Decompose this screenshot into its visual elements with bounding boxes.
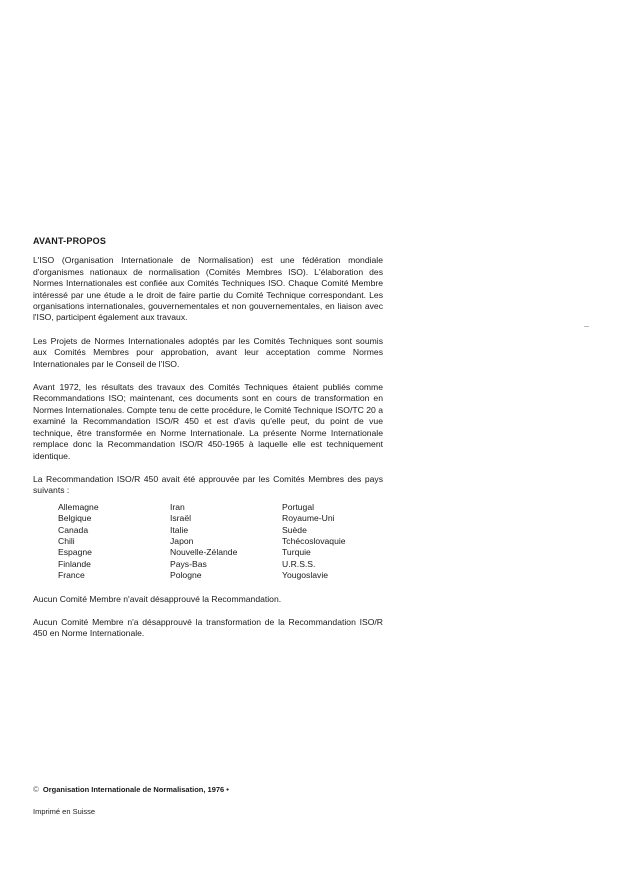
country-item: Espagne: [58, 547, 92, 558]
country-item: Belgique: [58, 513, 92, 524]
paragraph-iso-intro: L'ISO (Organisation Internationale de Normalisation) est une fédération mondiale d'organismes nationaux de normalisation (Comités Membres ISO). L'élaboration des Normes Internationales est confiée aux Comités Techniques ISO. Chaque Comité Membre intéressé par une étude a le droit de faire partie du Comité Technique correspondant. Les organisations internationales, gouvernementales et non gouvernementales, en liaison avec l'ISO, participent également aux travaux.: [33, 255, 383, 323]
country-item: Canada: [58, 524, 89, 535]
country-item: Portugal: [282, 501, 315, 512]
paragraph-no-disapproval-transformation: Aucun Comité Membre n'a désapprouvé la transformation de la Recommandation ISO/R 450 en Norme Internationale.: [33, 616, 383, 639]
foreword-heading: AVANT-PROPOS: [33, 236, 107, 246]
country-item: France: [58, 570, 85, 581]
country-item: Yougoslavie: [282, 570, 329, 581]
country-item: Suède: [282, 524, 307, 535]
paragraph-no-disapproval-recommendation: Aucun Comité Membre n'avait désapprouvé la Recommandation.: [33, 593, 282, 604]
country-item: Chili: [58, 535, 75, 546]
country-item: Nouvelle-Zélande: [170, 547, 238, 558]
paragraph-approval-intro: La Recommandation ISO/R 450 avait été approuvée par les Comités Membres des pays suivants :: [33, 473, 383, 496]
country-item: Pays-Bas: [170, 558, 207, 569]
country-item: Pologne: [170, 570, 202, 581]
country-item: Italie: [170, 524, 189, 535]
country-item: Israël: [170, 513, 192, 524]
printed-in-text: Imprimé en Suisse: [33, 807, 96, 816]
country-item: Turquie: [282, 547, 311, 558]
country-item: U.R.S.S.: [282, 558, 316, 569]
copyright-text: Organisation Internationale de Normalisation, 1976 •: [42, 785, 229, 794]
paragraph-recommendations-history: Avant 1972, les résultats des travaux des Comités Techniques étaient publiés comme Recommandations ISO; maintenant, ces documents sont en cours de transformation en Normes Internationales. Compte tenu de cette procédure, le Comité Technique ISO/TC 20 a examiné la Recommandation ISO/R 450 et est d'avis qu'elle peut, du point de vue technique, être transformée en Norme Internationale. La présente Norme Internationale remplace donc la Recommandation ISO/R 450-1965 à laquelle elle est techniquement identique.: [33, 382, 383, 461]
country-item: Tchécoslovaquie: [282, 535, 346, 546]
country-item: Finlande: [58, 558, 91, 569]
page-footer: [33, 785, 433, 817]
paragraph-draft-standards: Les Projets de Normes Internationales adoptés par les Comités Techniques sont soumis aux Comités Membres pour approbation, avant leur acceptation comme Normes Internationales par le Conseil de l'ISO.: [33, 335, 383, 369]
margin-mark: [584, 326, 589, 327]
copyright-icon: ©: [33, 785, 39, 794]
country-list: [58, 502, 383, 582]
country-item: Royaume-Uni: [282, 513, 335, 524]
country-item: Iran: [170, 501, 185, 512]
country-item: Japon: [170, 535, 194, 546]
country-item: Allemagne: [58, 501, 99, 512]
foreword-section: [33, 236, 383, 652]
copyright-line: [33, 785, 433, 795]
